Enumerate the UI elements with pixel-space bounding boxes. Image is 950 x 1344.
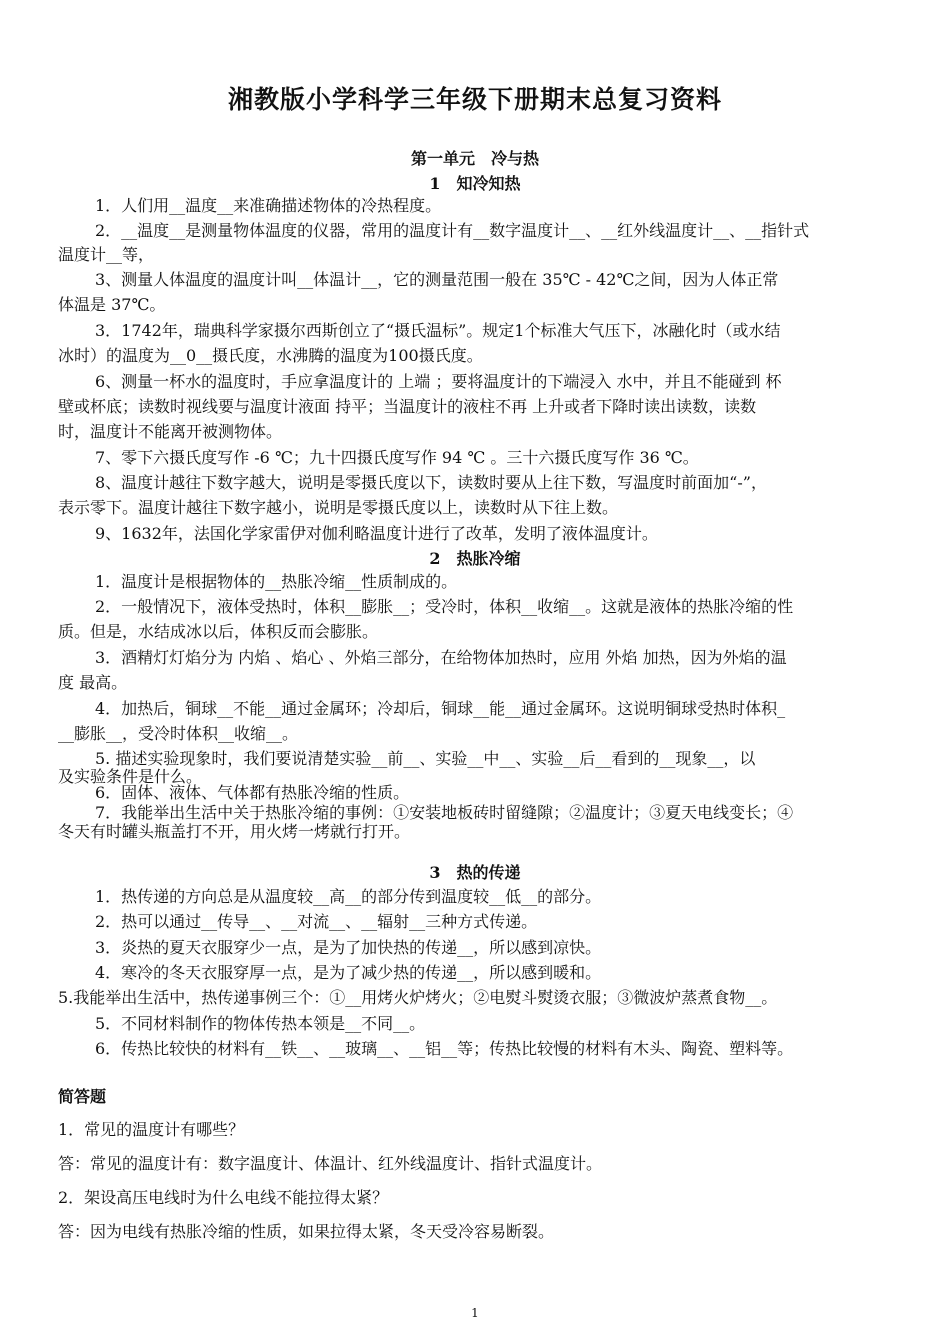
question-1: 1．常见的温度计有哪些？ bbox=[58, 1120, 245, 1139]
text-line: 3、测量人体温度的温度计叫__体温计__，它的测量范围一般在 35℃ - 42℃之间，因为人体正常 bbox=[95, 270, 779, 289]
text-line: 4．加热后，铜球__不能__通过金属环；冷却后，铜球__能__通过金属环。这说明铜球受热时体积_ bbox=[95, 699, 786, 718]
text-line: 度 最高。 bbox=[58, 673, 128, 692]
text-line: 壁或杯底；读数时视线要与温度计液面 持平；当温度计的液柱不再 上升或者下降时读出读数，读数 bbox=[58, 397, 757, 416]
page-number: 1 bbox=[471, 1306, 479, 1320]
text-line: 2．热可以通过__传导__、__对流__、__辐射__三种方式传递。 bbox=[95, 912, 538, 931]
text-line: 1．人们用__温度__来准确描述物体的冷热程度。 bbox=[95, 196, 442, 215]
text-line: 1．温度计是根据物体的__热胀冷缩__性质制成的。 bbox=[95, 572, 458, 591]
text-line: 3．炎热的夏天衣服穿少一点，是为了加快热的传递__，所以感到凉快。 bbox=[95, 938, 602, 957]
text-line: 冰时）的温度为__0__摄氏度，水沸腾的温度为100摄氏度。 bbox=[58, 346, 483, 365]
text-line: 温度计__等， bbox=[58, 245, 155, 264]
text-line: 2．一般情况下，液体受热时，体积__膨胀__；受冷时，体积__收缩__。这就是液体的热胀冷缩的性 bbox=[95, 597, 794, 616]
text-line: 5. 描述实验现象时，我们要说清楚实验__前__、实验__中__、实验__后__看到的__现象__，以 bbox=[95, 749, 756, 768]
answer-2: 答：因为电线有热胀冷缩的性质，如果拉得太紧，冬天受冷容易断裂。 bbox=[58, 1222, 555, 1241]
section-heading-3: 3 热的传递 bbox=[429, 863, 521, 882]
unit-heading: 第一单元 冷与热 bbox=[410, 149, 539, 168]
text-line: 9、1632年，法国化学家雷伊对伽利略温度计进行了改革，发明了液体温度计。 bbox=[95, 524, 658, 543]
text-line: 及实验条件是什么。 bbox=[58, 767, 203, 786]
text-line: 1．热传递的方向总是从温度较__高__的部分传到温度较__低__的部分。 bbox=[95, 887, 602, 906]
question-2: 2．架设高压电线时为什么电线不能拉得太紧？ bbox=[58, 1188, 389, 1207]
qa-heading: 简答题 bbox=[58, 1087, 107, 1106]
section-heading-2: 2 热胀冷缩 bbox=[429, 549, 521, 568]
text-line: 5.我能举出生活中，热传递事例三个：①__用烤火炉烤火；②电熨斗熨烫衣服；③微波炉蒸煮食物__。 bbox=[58, 988, 778, 1007]
document-title: 湘教版小学科学三年级下册期末总复习资料 bbox=[227, 85, 722, 114]
text-line: 5．不同材料制作的物体传热本领是__不同__。 bbox=[95, 1014, 426, 1033]
text-line: 体温是 37℃。 bbox=[58, 295, 166, 314]
answer-1: 答：常见的温度计有：数字温度计、体温计、红外线温度计、指针式温度计。 bbox=[58, 1154, 603, 1173]
text-line: 8、温度计越往下数字越大，说明是零摄氏度以下，读数时要从上往下数，写温度时前面加“-”， bbox=[95, 473, 767, 492]
text-line: 7、零下六摄氏度写作 -6 ℃；九十四摄氏度写作 94 ℃ 。三十六摄氏度写作 36 ℃。 bbox=[95, 448, 699, 467]
text-line: 4．寒冷的冬天衣服穿厚一点，是为了减少热的传递__，所以感到暖和。 bbox=[95, 963, 602, 982]
text-line: 7．我能举出生活中关于热胀冷缩的事例：①安装地板砖时留缝隙；②温度计；③夏天电线变长；④ bbox=[95, 803, 794, 822]
section-heading-1: 1 知冷知热 bbox=[429, 174, 521, 193]
text-line: 质。但是，水结成冰以后，体积反而会膨胀。 bbox=[58, 622, 379, 641]
text-line: 2．__温度__是测量物体温度的仪器，常用的温度计有__数字温度计__、__红外线温度计__、__指针式 bbox=[95, 221, 810, 240]
text-line: 6、测量一杯水的温度时，手应拿温度计的 上端 ；要将温度计的下端浸入 水中，并且不能碰到 杯 bbox=[95, 372, 782, 391]
text-line: 表示零下。温度计越往下数字越小，说明是零摄氏度以上，读数时从下往上数。 bbox=[58, 498, 619, 517]
text-line: 6．固体、液体、气体都有热胀冷缩的性质。 bbox=[95, 783, 410, 802]
text-line: 时，温度计不能离开被测物体。 bbox=[58, 422, 283, 441]
text-line: 3．1742年，瑞典科学家摄尔西斯创立了“摄氏温标”。规定1个标准大气压下，冰融化时（或水结 bbox=[95, 321, 781, 340]
text-line: 冬天有时罐头瓶盖打不开，用火烤一烤就行打开。 bbox=[58, 822, 411, 841]
text-line: 3．酒精灯灯焰分为 内焰 、焰心 、外焰三部分，在给物体加热时，应用 外焰 加热，因为外焰的温 bbox=[95, 648, 787, 667]
text-line: 6．传热比较快的材料有__铁__、__玻璃__、__铝__等；传热比较慢的材料有木头、陶瓷、塑料等。 bbox=[95, 1039, 794, 1058]
text-line: __膨胀__，受冷时体积__收缩__。 bbox=[58, 724, 299, 743]
